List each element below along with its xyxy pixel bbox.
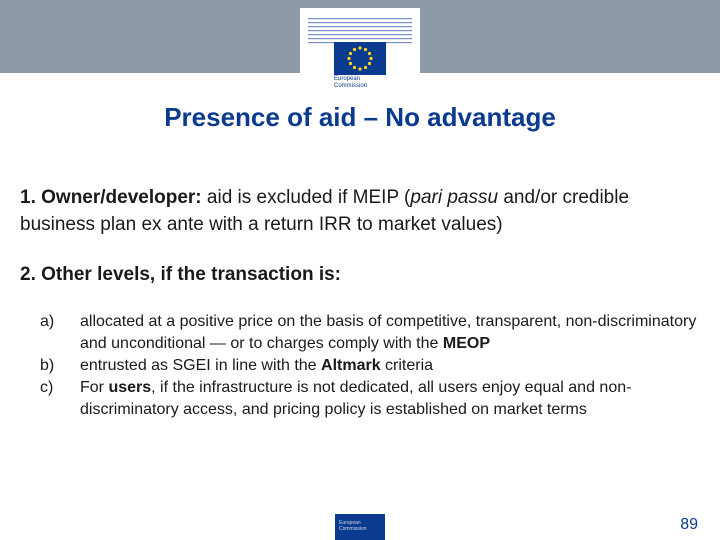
list-item-bold: MEOP [442, 335, 490, 352]
page-number: 89 [680, 516, 698, 533]
point-1-italic: pari passu [410, 187, 499, 208]
footer-logo-text: European Commission [339, 520, 367, 532]
eu-flag-icon [334, 42, 386, 75]
point-1-number: 1. [20, 187, 36, 208]
point-1 [20, 184, 700, 238]
point-2-number: 2. [20, 264, 36, 285]
list-item-text [80, 355, 700, 377]
list-item-text-a: entrusted as SGEI in line with the [80, 357, 322, 374]
list-item-bold: Altmark [321, 357, 381, 374]
point-1-text-b: and/or credible business plan ex ante with a return IRR to market values) [20, 187, 630, 235]
footer-commission-logo [335, 514, 385, 540]
list-item-letter: a) [40, 313, 55, 330]
list-item-text-b: criteria [380, 357, 434, 374]
logo-caption-line2: Commission [334, 83, 368, 89]
list-item-text [80, 377, 700, 421]
point-2 [20, 261, 700, 288]
list-item [40, 377, 700, 421]
list-item-letter: c) [40, 379, 54, 396]
sub-list [40, 311, 700, 421]
list-item-text [80, 311, 700, 355]
point-2-label: Other levels, if the transaction is: [41, 264, 342, 285]
list-item [40, 311, 700, 355]
slide-title: Presence of aid – No advantage [164, 102, 556, 132]
logo-caption-line1: European [334, 76, 361, 82]
point-1-text-a: aid is excluded if MEIP ( [201, 187, 411, 208]
european-commission-logo [300, 8, 420, 96]
list-item-text-a: allocated at a positive price on the basis of competitive, transparent, non-discriminatory and unconditional — or to charges comply with the [80, 313, 697, 352]
list-item [40, 355, 700, 377]
list-item-text-a: For [80, 379, 109, 396]
eu-stars-icon [334, 42, 386, 75]
point-1-label: Owner/developer: [41, 187, 202, 208]
list-item-text-b: , if the infrastructure is not dedicated, all users enjoy equal and non-discriminatory access, and pricing policy is established on market terms [80, 379, 632, 418]
logo-caption [334, 76, 394, 90]
list-item-letter: b) [40, 357, 55, 374]
list-item-bold: users [108, 379, 152, 396]
